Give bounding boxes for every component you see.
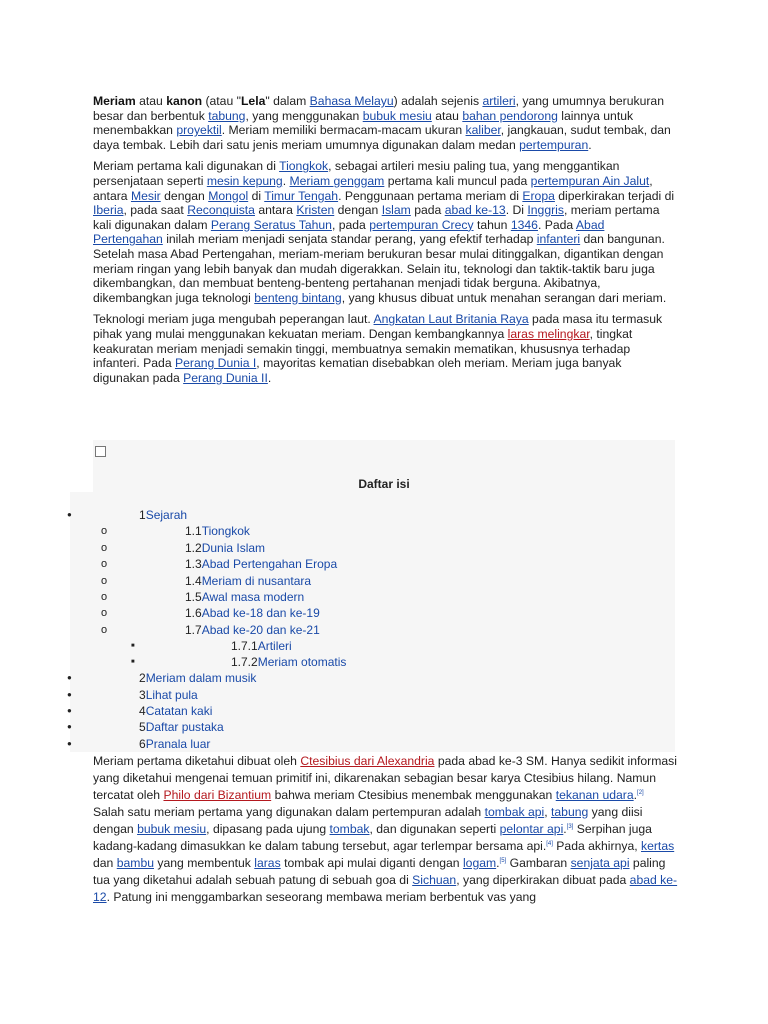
text[interactable]: Meriam dalam musik <box>145 671 257 685</box>
link-kaliber[interactable]: kaliber <box>465 123 501 138</box>
link-tekanan-udara[interactable]: tekanan udara <box>555 788 634 802</box>
toc-item-number <box>139 736 210 752</box>
toc-item-number <box>185 622 320 638</box>
text: inilah meriam menjadi senjata standar perang, yang efektif terhadap <box>162 232 537 247</box>
toc-item-number <box>185 523 250 539</box>
text: . Penggunaan pertama meriam di <box>338 188 523 203</box>
text: Meriam pertama diketahui dibuat oleh <box>93 754 301 768</box>
text: 5 <box>139 720 146 734</box>
text[interactable]: Abad Pertengahan Eropa <box>201 557 338 571</box>
history-paragraph <box>93 753 678 906</box>
bullet-circle-icon: o <box>101 591 108 603</box>
toc-item-number <box>185 573 311 589</box>
text: 3 <box>139 688 146 702</box>
text: 1.1 <box>185 524 202 538</box>
text: , pada saat <box>123 203 188 218</box>
toc-title: Daftar isi <box>358 477 410 491</box>
link-philo-dari-bizantium[interactable]: Philo dari Bizantium <box>163 788 272 802</box>
intro-paragraph-3 <box>93 312 677 385</box>
text: yang membentuk <box>154 856 255 870</box>
link-tabung[interactable]: tabung <box>208 108 246 123</box>
text: 1.7.2 <box>231 655 258 669</box>
link-perang-dunia-i[interactable]: Perang Dunia I <box>174 356 257 371</box>
link-meriam-genggam[interactable]: Meriam genggam <box>289 173 385 188</box>
text: . Patung ini menggambarkan seseorang membawa meriam berbentuk vas yang <box>106 890 537 904</box>
text: Serpihan juga kadang-kadang dimasukkan ke dalam tabung tersebut, agar terlempar bersama api. <box>93 822 652 853</box>
text: Meriam pertama kali digunakan di <box>93 159 280 174</box>
text[interactable]: Artileri <box>257 639 292 653</box>
toc-item-number <box>139 670 256 686</box>
text: , dipasang pada ujung <box>206 822 330 836</box>
text: 6 <box>139 737 146 751</box>
link-pertempuran[interactable]: pertempuran <box>519 137 589 152</box>
text: pada <box>410 203 445 218</box>
text: Pada akhirnya, <box>552 839 641 853</box>
text: , jangkauan, sudut tembak, dan daya tembak. Lebih dari satu jenis meriam umumnya digunakan dalam medan <box>93 123 671 152</box>
link-reconquista[interactable]: Reconquista <box>187 203 255 218</box>
bullet-circle-icon: o <box>101 624 108 636</box>
toc-item-number <box>185 589 304 605</box>
text: atau <box>135 94 167 108</box>
text: 1.5 <box>185 590 202 604</box>
bullet-circle-icon: o <box>101 525 108 537</box>
link-bubuk-mesiu-2[interactable]: bubuk mesiu <box>137 822 207 836</box>
link-pertempuran-ain-jalut[interactable]: pertempuran Ain Jalut <box>530 173 650 188</box>
text: , yang khusus dibuat untuk menahan serangan dari meriam. <box>341 290 667 305</box>
text: tombak api mulai diganti dengan <box>280 856 463 870</box>
text: , yang menggunakan <box>245 108 363 123</box>
link-inggris[interactable]: Inggris <box>527 203 564 218</box>
toc-item-number <box>231 638 292 654</box>
link-bubuk-mesiu[interactable]: bubuk mesiu <box>362 108 432 123</box>
toc-item-number <box>185 556 337 572</box>
bullet-square-icon: ■ <box>131 643 135 649</box>
bullet-disc-icon: ● <box>67 690 72 699</box>
text: atau <box>431 108 463 123</box>
bullet-circle-icon: o <box>101 542 108 554</box>
bullet-circle-icon: o <box>101 607 108 619</box>
link-perang-dunia-ii[interactable]: Perang Dunia II <box>183 370 268 385</box>
link-bambu[interactable]: bambu <box>116 856 154 870</box>
text: , yang umumnya berukuran besar dan berbentuk <box>93 94 664 123</box>
text: lainnya untuk menembakkan <box>93 108 634 138</box>
text: . <box>282 173 290 188</box>
text: di <box>248 188 265 203</box>
toc-item-number <box>139 507 187 523</box>
text: Salah satu meriam pertama yang digunakan dalam pertempuran adalah <box>93 805 485 819</box>
link-angkatan-laut-britania-raya[interactable]: Angkatan Laut Britania Raya <box>373 312 529 327</box>
text: , tingkat keakuratan meriam menjadi semakin tinggi, membuatnya semakin mematikan, khususnya terhadap infanteri. Pada <box>93 326 633 371</box>
text: 1.3 <box>185 557 202 571</box>
term-lela: Lela <box>240 94 266 108</box>
link-logam[interactable]: logam <box>462 856 497 870</box>
link-iberia[interactable]: Iberia <box>93 203 124 218</box>
toc-item-number <box>139 719 224 735</box>
link-ctesibius-dari-alexandria[interactable]: Ctesibius dari Alexandria <box>300 754 435 768</box>
ref-4[interactable]: [4] <box>546 840 553 847</box>
text: dengan <box>160 188 209 203</box>
link-tabung-2[interactable]: tabung <box>551 805 589 819</box>
link-mongol[interactable]: Mongol <box>208 188 249 203</box>
text[interactable]: Abad ke-20 dan ke-21 <box>201 623 320 637</box>
bullet-disc-icon: ● <box>67 673 72 682</box>
link-timur-tengah[interactable]: Timur Tengah <box>264 188 339 203</box>
text: " dalam <box>265 94 310 108</box>
text[interactable]: Catatan kaki <box>145 704 213 718</box>
text: , meriam pertama kali digunakan dalam <box>93 203 660 232</box>
text[interactable]: Awal masa modern <box>201 590 305 604</box>
text: . <box>563 822 567 836</box>
text: (atau " <box>202 94 241 108</box>
bullet-disc-icon: ● <box>67 722 72 731</box>
link-perang-seratus-tahun[interactable]: Perang Seratus Tahun <box>210 217 332 232</box>
link-abad-pertengahan[interactable]: Abad Pertengahan <box>93 217 605 247</box>
toc-toggle-checkbox[interactable] <box>95 446 106 457</box>
link-tiongkok[interactable]: Tiongkok <box>279 159 329 174</box>
text: . <box>633 788 638 802</box>
text: pada abad ke-3 SM. Hanya sedikit informasi yang diketahui mengenai temuan primitif ini, dikarenakan sebagian besar karya Ctesibius hilang. Namun tercatat oleh <box>93 754 677 802</box>
toc-item-number <box>231 654 346 670</box>
text: , dan digunakan seperti <box>369 822 500 836</box>
link-kertas[interactable]: kertas <box>641 839 675 853</box>
term-kanon: kanon <box>166 94 203 108</box>
text: , pada <box>331 217 370 232</box>
link-pertempuran-crecy[interactable]: pertempuran Crecy <box>369 217 474 232</box>
link-1346[interactable]: 1346 <box>510 217 538 232</box>
text: 4 <box>139 704 146 718</box>
intro-paragraph-2 <box>93 159 677 305</box>
text: 1.7.1 <box>231 639 258 653</box>
toc-item-number <box>185 540 265 556</box>
link-pelontar-api[interactable]: pelontar api <box>499 822 564 836</box>
text: , <box>544 805 551 819</box>
text[interactable]: Tiongkok <box>201 524 250 538</box>
ref-3[interactable]: [3] <box>566 823 574 830</box>
bullet-circle-icon: o <box>101 575 108 587</box>
text: ) adalah sejenis <box>393 94 483 108</box>
link-senjata-api[interactable]: senjata api <box>570 856 630 870</box>
link-bahasa-melayu[interactable]: Bahasa Melayu <box>309 94 394 108</box>
link-tombak[interactable]: tombak <box>329 822 370 836</box>
text: 1.4 <box>185 574 202 588</box>
text: . Pada <box>537 217 576 232</box>
history-section <box>93 753 678 906</box>
text: , yang diperkirakan dibuat pada <box>456 873 630 887</box>
text[interactable]: Meriam di nusantara <box>201 574 312 588</box>
text: Gambaran <box>506 856 571 870</box>
text: dengan <box>334 203 382 218</box>
link-benteng-bintang[interactable]: benteng bintang <box>254 290 342 305</box>
text[interactable]: Lihat pula <box>145 688 198 702</box>
text: diperkirakan terjadi di <box>554 188 675 203</box>
bullet-disc-icon: ● <box>67 706 72 715</box>
ref-5[interactable]: [5] <box>499 857 507 864</box>
text: dan <box>93 856 117 870</box>
link-artileri[interactable]: artileri <box>482 94 516 108</box>
link-laras[interactable]: laras <box>254 856 281 870</box>
text: pada masa itu termasuk pihak yang mulai menggunakan kekuatan meriam. Dengan kembangkannya <box>93 312 663 341</box>
toc-item-number <box>185 605 320 621</box>
text: 1.6 <box>185 606 202 620</box>
bullet-disc-icon: ● <box>67 510 72 519</box>
text: . <box>267 370 272 385</box>
term-meriam: Meriam <box>93 94 136 108</box>
link-laras-melingkar[interactable]: laras melingkar <box>507 326 590 341</box>
text: 1.7 <box>185 623 202 637</box>
link-abad-ke-13[interactable]: abad ke-13 <box>444 203 506 218</box>
text[interactable]: Sejarah <box>145 508 188 522</box>
text: 1.2 <box>185 541 202 555</box>
link-mesir[interactable]: Mesir <box>130 188 161 203</box>
text: . Meriam memiliki bermacam-macam ukuran <box>221 123 466 138</box>
link-mesin-kepung[interactable]: mesin kepung <box>206 173 283 188</box>
text[interactable]: Daftar pustaka <box>145 720 224 734</box>
text: Teknologi meriam juga mengubah peperangan laut. <box>93 312 374 327</box>
link-proyektil[interactable]: proyektil <box>176 123 222 138</box>
text[interactable]: Abad ke-18 dan ke-19 <box>201 606 320 620</box>
text[interactable]: Meriam otomatis <box>257 655 347 669</box>
text: . <box>496 856 500 870</box>
link-tombak-api[interactable]: tombak api <box>484 805 545 819</box>
article-intro <box>93 94 677 392</box>
bullet-disc-icon: ● <box>67 739 72 748</box>
text: dan bangunan. Setelah masa Abad Pertengahan, meriam-meriam berukuran besar mulai ditinggalkan, digantikan dengan meriam ringan yang lebih banyak dan mudah digerakkan. Selain itu, teknologi dan taktik-taktik baru juga dikembangkan, dan membuat benteng-benteng pertahanan menjadi tidak berguna. Akibatnya, dikembangkan juga teknologi <box>93 232 665 305</box>
text: , antara <box>93 173 653 203</box>
link-kristen[interactable]: Kristen <box>296 203 335 218</box>
intro-paragraph-1 <box>93 94 677 152</box>
link-eropa[interactable]: Eropa <box>522 188 555 203</box>
text: 1 <box>139 508 146 522</box>
bullet-circle-icon: o <box>101 558 108 570</box>
ref-2[interactable]: [2] <box>637 789 644 796</box>
text: bahwa meriam Ctesibius menembak menggunakan <box>271 788 556 802</box>
link-islam[interactable]: Islam <box>381 203 411 218</box>
text: . Di <box>505 203 528 218</box>
link-infanteri[interactable]: infanteri <box>536 232 581 247</box>
text: . <box>588 137 592 152</box>
text[interactable]: Dunia Islam <box>201 541 266 555</box>
text: pertama kali muncul pada <box>384 173 531 188</box>
text[interactable]: Pranala luar <box>145 737 211 751</box>
text: antara <box>254 203 297 218</box>
link-abad-ke-12[interactable]: abad ke-12 <box>93 873 678 904</box>
toc-item-number <box>139 687 198 703</box>
bullet-square-icon: ■ <box>131 659 135 665</box>
text: tahun <box>473 217 511 232</box>
text: paling tua yang diketahui adalah sebuah patung di sebuah goa di <box>93 856 666 887</box>
text: 2 <box>139 671 146 685</box>
link-bahan-pendorong[interactable]: bahan pendorong <box>462 108 558 123</box>
text: yang diisi dengan <box>93 805 643 836</box>
toc-item-number <box>139 703 212 719</box>
link-sichuan[interactable]: Sichuan <box>412 873 457 887</box>
text: , sebagai artileri mesiu paling tua, yang menggantikan persenjataan seperti <box>93 159 620 188</box>
text: , mayoritas kematian disebabkan oleh meriam. Meriam juga banyak digunakan pada <box>93 356 622 385</box>
